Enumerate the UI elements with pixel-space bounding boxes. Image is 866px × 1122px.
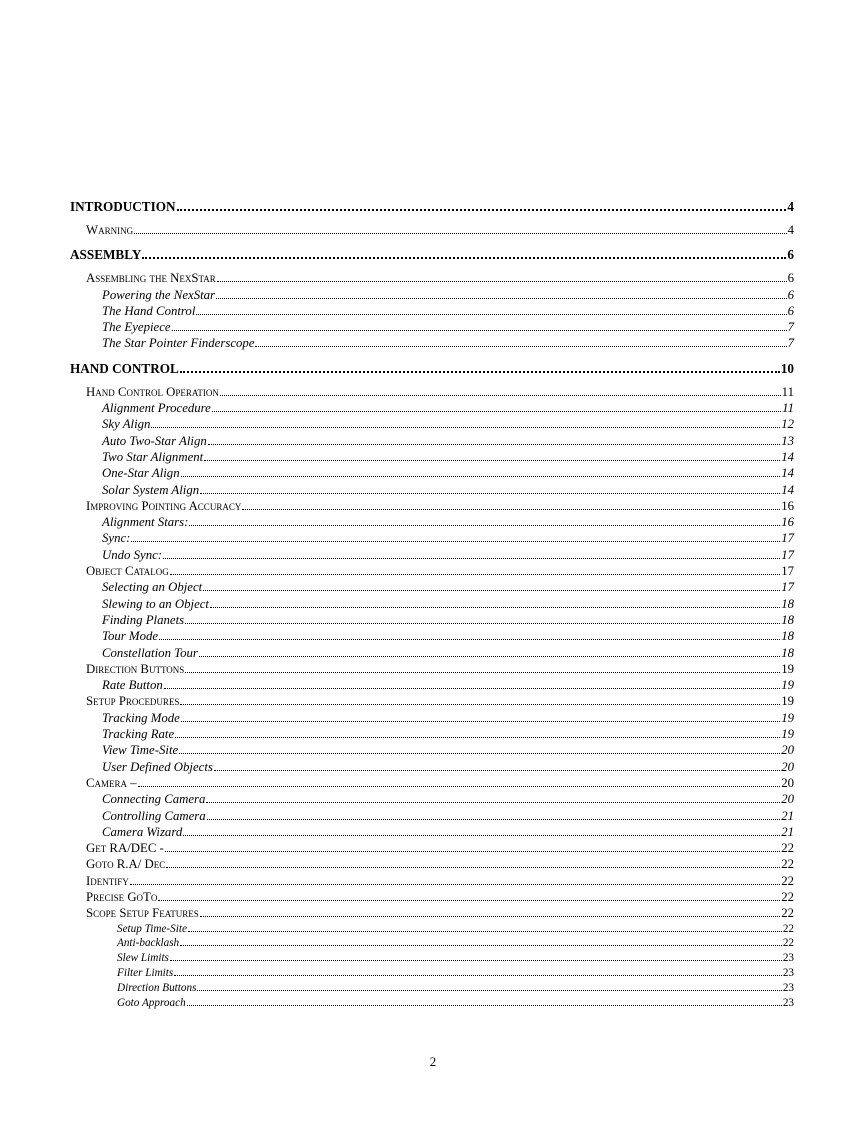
dot-leader: [163, 558, 780, 559]
table-of-contents: [70, 198, 794, 1010]
toc-entry-page: 6: [787, 271, 794, 286]
toc-entry-title: Anti-backlash: [117, 937, 180, 950]
toc-entry-title: Assembling the NexStar: [86, 271, 216, 286]
toc-entry-title: Warning: [86, 223, 134, 237]
dot-leader: [172, 330, 787, 331]
dot-leader: [159, 639, 780, 640]
dot-leader: [242, 509, 780, 510]
toc-entry[interactable]: [70, 645, 794, 661]
toc-entry[interactable]: [70, 791, 794, 807]
toc-entry-page: 23: [782, 981, 794, 994]
toc-entry-page: 19: [781, 661, 794, 676]
dot-leader: [138, 786, 781, 787]
toc-entry[interactable]: [70, 400, 794, 416]
toc-entry-page: 4: [787, 223, 794, 237]
toc-entry[interactable]: [70, 465, 794, 481]
toc-entry[interactable]: [70, 966, 794, 981]
toc-entry-page: 21: [781, 808, 794, 823]
toc-entry-title: Direction Buttons: [117, 981, 197, 994]
dot-leader: [179, 753, 780, 754]
toc-entry-title: The Star Pointer Finderscope: [102, 336, 255, 351]
toc-entry-title: Object Catalog: [86, 564, 169, 579]
toc-entry-title: Direction Buttons: [86, 661, 185, 676]
dot-leader: [181, 721, 780, 722]
toc-entry-page: 11: [782, 401, 794, 416]
toc-entry-title: Improving Pointing Accuracy: [86, 498, 242, 513]
dot-leader: [130, 884, 780, 885]
toc-entry[interactable]: [70, 951, 794, 966]
toc-entry-page: 6: [787, 303, 794, 318]
toc-entry-page: 16: [781, 498, 794, 513]
toc-entry[interactable]: [70, 319, 794, 335]
toc-entry[interactable]: [70, 416, 794, 432]
dot-leader: [220, 395, 781, 396]
toc-entry-title: ASSEMBLY: [70, 247, 142, 263]
dot-leader: [203, 590, 780, 591]
toc-entry-page: 17: [781, 580, 794, 595]
toc-entry[interactable]: [70, 612, 794, 628]
toc-entry-page: 22: [781, 906, 794, 921]
toc-entry-page: 20: [781, 759, 794, 774]
toc-entry-page: 7: [787, 320, 794, 335]
toc-entry[interactable]: [70, 579, 794, 595]
dot-leader: [170, 960, 782, 961]
toc-entry[interactable]: [70, 384, 794, 400]
toc-entry-title: Hand Control Operation: [86, 384, 219, 399]
toc-entry-title: Controlling Camera: [102, 808, 206, 823]
dot-leader: [187, 1005, 782, 1006]
toc-entry-page: 22: [781, 873, 794, 888]
toc-entry-page: 11: [781, 384, 794, 399]
toc-entry-page: 16: [781, 515, 794, 530]
toc-entry-title: Auto Two-Star Align: [102, 433, 207, 448]
toc-entry-page: 6: [787, 287, 794, 302]
toc-entry-page: 13: [781, 433, 794, 448]
toc-entry-page: 18: [781, 645, 794, 660]
toc-entry[interactable]: [70, 936, 794, 951]
toc-entry-title: Undo Sync:: [102, 547, 163, 562]
toc-entry-title: Setup Procedures: [86, 694, 180, 709]
toc-entry-page: 21: [781, 824, 794, 839]
toc-entry-title: User Defined Objects: [102, 759, 213, 774]
dot-leader: [181, 476, 781, 477]
toc-entry-page: 19: [781, 727, 794, 742]
toc-entry[interactable]: [70, 222, 794, 238]
dot-leader: [164, 688, 780, 689]
toc-entry-title: Goto R.A/ Dec: [86, 857, 166, 872]
toc-entry-title: Selecting an Object: [102, 580, 203, 595]
toc-entry[interactable]: [70, 482, 794, 498]
toc-entry-title: Get RA/DEC -: [86, 841, 164, 856]
dot-leader: [189, 525, 780, 526]
dot-leader: [177, 209, 787, 211]
toc-entry-title: Solar System Align: [102, 482, 200, 497]
toc-entry[interactable]: [70, 514, 794, 530]
toc-entry-title: Constellation Tour: [102, 645, 198, 660]
dot-leader: [206, 802, 780, 803]
toc-entry[interactable]: [70, 905, 794, 921]
dot-leader: [170, 574, 780, 575]
toc-entry-title: View Time-Site: [102, 743, 179, 758]
toc-entry-page: 22: [781, 889, 794, 904]
toc-entry-page: 18: [781, 612, 794, 627]
toc-entry-title: Sync:: [102, 531, 131, 546]
toc-entry[interactable]: [70, 547, 794, 563]
toc-entry-title: Goto Approach: [117, 996, 186, 1009]
toc-entry[interactable]: [70, 775, 794, 791]
dot-leader: [208, 444, 780, 445]
dot-leader: [217, 281, 787, 282]
toc-entry[interactable]: [70, 433, 794, 449]
toc-entry[interactable]: [70, 563, 794, 579]
toc-entry-title: Tour Mode: [102, 629, 159, 644]
toc-entry[interactable]: [70, 198, 794, 216]
toc-entry-page: 10: [780, 360, 794, 376]
dot-leader: [134, 233, 787, 234]
toc-entry[interactable]: [70, 596, 794, 612]
toc-entry-title: Tracking Rate: [102, 727, 175, 742]
dot-leader: [180, 371, 780, 373]
toc-entry[interactable]: [70, 303, 794, 319]
toc-entry[interactable]: [70, 693, 794, 709]
toc-entry[interactable]: [70, 498, 794, 514]
toc-entry-page: 23: [782, 996, 794, 1009]
dot-leader: [151, 427, 780, 428]
toc-entry[interactable]: [70, 335, 794, 351]
toc-entry[interactable]: [70, 889, 794, 905]
toc-entry[interactable]: [70, 628, 794, 644]
toc-entry-title: Rate Button: [102, 678, 163, 693]
dot-leader: [200, 493, 780, 494]
dot-leader: [197, 990, 781, 991]
dot-leader: [131, 541, 780, 542]
toc-entry-page: 4: [787, 199, 794, 214]
dot-leader: [199, 656, 780, 657]
toc-entry-title: Identify: [86, 873, 129, 888]
toc-entry[interactable]: [70, 726, 794, 742]
dot-leader: [200, 916, 780, 917]
toc-entry[interactable]: [70, 710, 794, 726]
toc-entry-title: Powering the NexStar: [102, 287, 216, 302]
toc-entry[interactable]: [70, 759, 794, 775]
toc-entry[interactable]: [70, 824, 794, 840]
toc-entry[interactable]: [70, 873, 794, 889]
toc-entry-page: 18: [781, 596, 794, 611]
dot-leader: [196, 314, 786, 315]
dot-leader: [216, 298, 787, 299]
dot-leader: [180, 704, 780, 705]
toc-entry-title: The Hand Control: [102, 303, 196, 318]
toc-entry-page: 6: [787, 247, 794, 263]
toc-entry-title: HAND CONTROL: [70, 360, 179, 376]
toc-entry-title: Camera Wizard: [102, 824, 183, 839]
toc-entry[interactable]: [70, 856, 794, 872]
dot-leader: [174, 975, 782, 976]
toc-entry-page: 7: [787, 336, 794, 351]
dot-leader: [188, 931, 782, 932]
toc-entry-page: 23: [782, 966, 794, 979]
toc-entry[interactable]: [70, 360, 794, 378]
toc-entry[interactable]: [70, 677, 794, 693]
dot-leader: [212, 411, 781, 412]
dot-leader: [204, 460, 780, 461]
toc-entry-title: The Eyepiece: [102, 320, 171, 335]
toc-entry[interactable]: [70, 996, 794, 1011]
toc-entry[interactable]: [70, 661, 794, 677]
toc-entry-page: 22: [782, 937, 794, 950]
toc-entry-title: Tracking Mode: [102, 710, 180, 725]
dot-leader: [183, 835, 780, 836]
toc-entry-page: 20: [781, 792, 794, 807]
dot-leader: [255, 346, 786, 347]
toc-entry[interactable]: [70, 742, 794, 758]
toc-entry-page: 14: [781, 449, 794, 464]
toc-entry-page: 20: [781, 775, 794, 790]
dot-leader: [214, 770, 780, 771]
toc-entry-page: 17: [781, 531, 794, 546]
toc-entry-title: Two Star Alignment: [102, 449, 204, 464]
dot-leader: [165, 851, 780, 852]
toc-entry-title: Connecting Camera: [102, 792, 206, 807]
dot-leader: [207, 819, 781, 820]
toc-entry-title: Slewing to an Object: [102, 596, 209, 611]
toc-entry-page: 18: [781, 629, 794, 644]
toc-entry[interactable]: [70, 246, 794, 264]
toc-entry-title: Alignment Stars:: [102, 515, 189, 530]
dot-leader: [158, 900, 780, 901]
toc-entry-page: 14: [781, 482, 794, 497]
toc-entry[interactable]: [70, 530, 794, 546]
dot-leader: [210, 607, 780, 608]
toc-entry-title: One-Star Align: [102, 466, 180, 481]
toc-entry-title: Slew Limits: [117, 952, 169, 965]
dot-leader: [175, 737, 780, 738]
dot-leader: [180, 945, 782, 946]
toc-entry-title: Filter Limits: [117, 966, 174, 979]
toc-entry-page: 19: [781, 694, 794, 709]
toc-entry-title: Precise GoTo: [86, 889, 158, 904]
toc-entry[interactable]: [70, 808, 794, 824]
toc-entry-page: 23: [782, 952, 794, 965]
toc-entry-title: Scope Setup Features: [86, 906, 199, 921]
toc-entry-page: 19: [781, 710, 794, 725]
toc-entry-page: 12: [781, 417, 794, 432]
toc-entry[interactable]: [70, 922, 794, 937]
toc-entry-title: Camera –: [86, 775, 137, 790]
toc-entry[interactable]: [70, 270, 794, 286]
dot-leader: [142, 257, 786, 259]
toc-entry-page: 20: [781, 743, 794, 758]
dot-leader: [185, 623, 780, 624]
toc-entry[interactable]: [70, 287, 794, 303]
page-number: 2: [429, 1054, 437, 1069]
toc-entry-title: Setup Time-Site: [117, 922, 187, 935]
toc-entry-title: Sky Align: [102, 417, 151, 432]
toc-entry-page: 19: [781, 678, 794, 693]
toc-entry-title: Alignment Procedure: [102, 401, 211, 416]
toc-entry-title: Finding Planets: [102, 612, 185, 627]
toc-entry-page: 22: [782, 922, 794, 935]
toc-entry[interactable]: [70, 449, 794, 465]
toc-entry-page: 22: [781, 841, 794, 856]
toc-entry[interactable]: [70, 840, 794, 856]
toc-entry-page: 17: [781, 564, 794, 579]
dot-leader: [166, 867, 780, 868]
toc-entry-page: 17: [781, 547, 794, 562]
toc-entry-page: 14: [781, 466, 794, 481]
toc-entry-page: 22: [781, 857, 794, 872]
dot-leader: [185, 672, 780, 673]
toc-entry[interactable]: [70, 981, 794, 996]
toc-entry-title: INTRODUCTION: [70, 199, 176, 214]
